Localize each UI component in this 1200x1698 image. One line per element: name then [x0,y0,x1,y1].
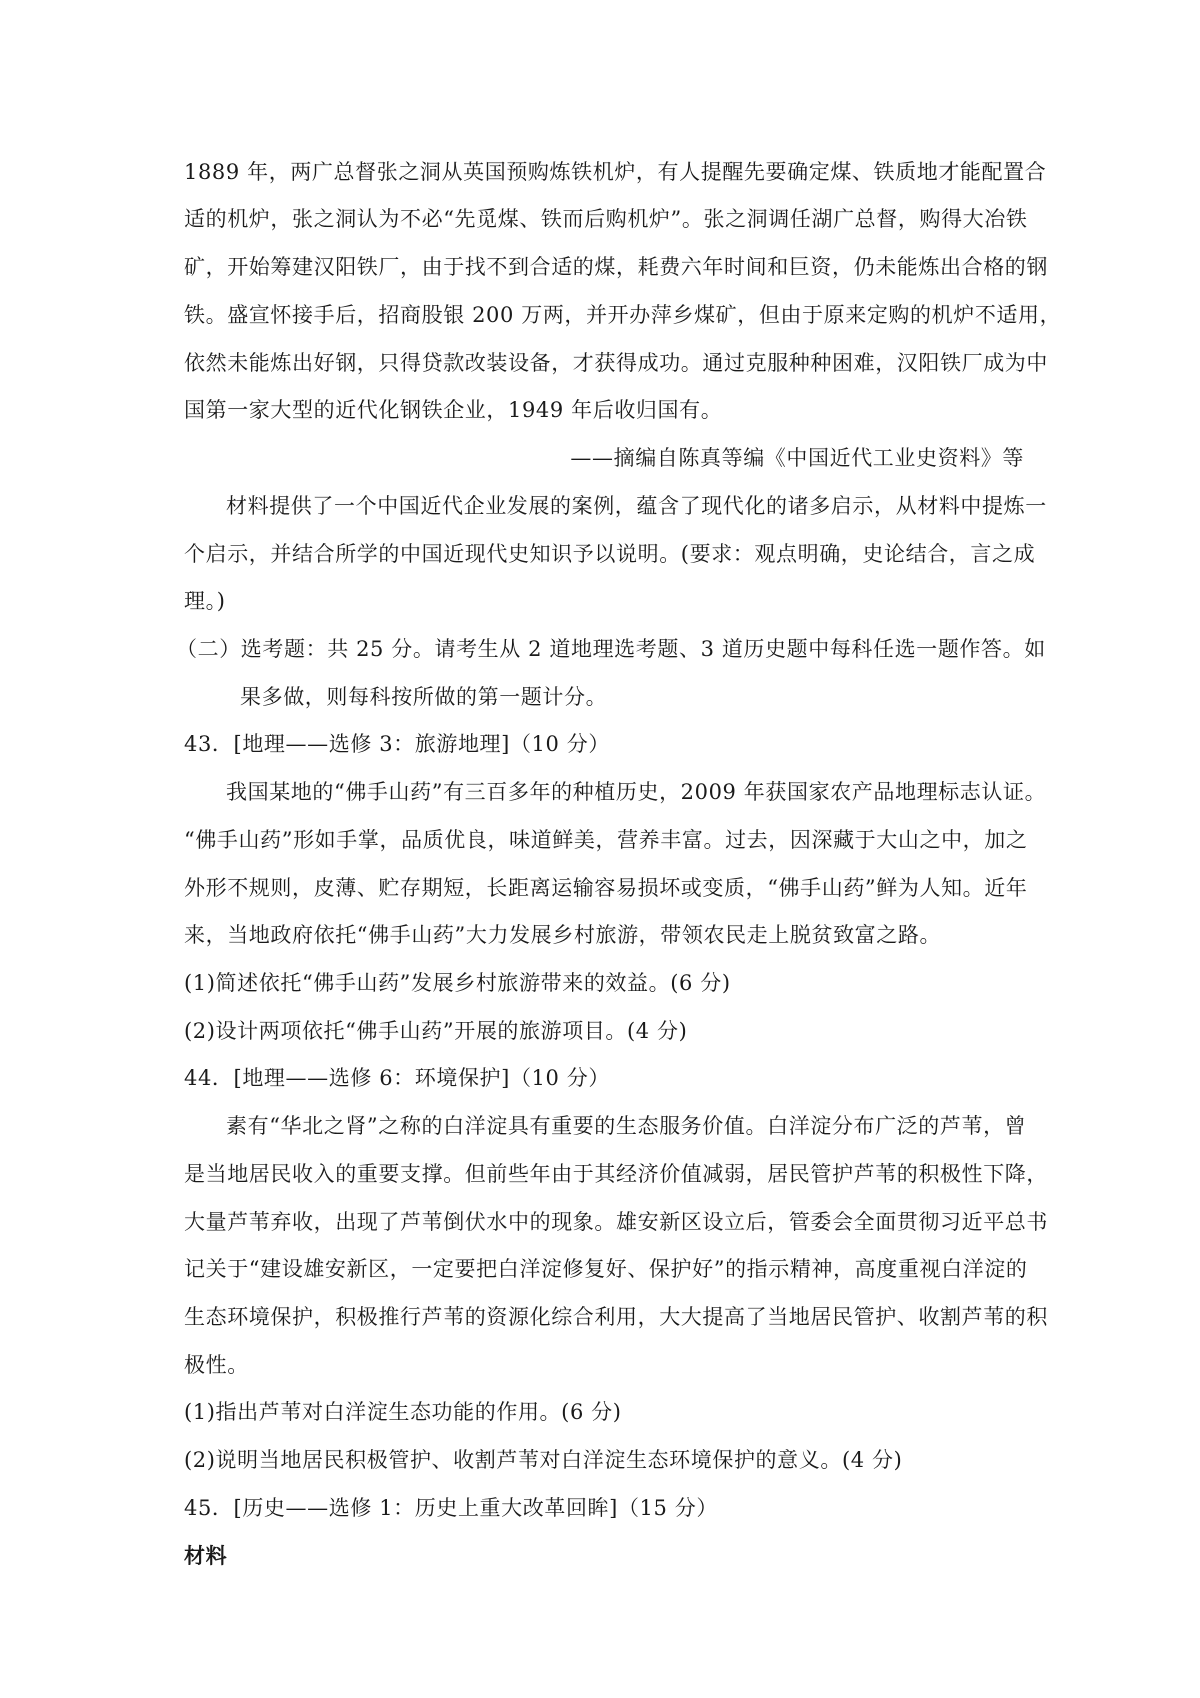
q43-title: 43．[地理——选修 3：旅游地理]（10 分） [184,732,610,756]
material-source: ——摘编自陈真等编《中国近代工业史资料》等 [570,446,1024,470]
q44-passage-line-3: 大量芦苇弃收，出现了芦苇倒伏水中的现象。雄安新区设立后，管委会全面贯彻习近平总书 [184,1210,1048,1234]
q45-material-label: 材料 [184,1543,228,1568]
q44-title: 44．[地理——选修 6：环境保护]（10 分） [184,1066,610,1090]
q44-passage-line-6: 极性。 [184,1353,249,1377]
q44-subquestion-1: (1)指出芦苇对白洋淀生态功能的作用。(6 分) [184,1400,622,1424]
q43-passage-line-4: 来，当地政府依托“佛手山药”大力发展乡村旅游，带领农民走上脱贫致富之路。 [184,923,942,947]
q44-passage-line-1: 素有“华北之肾”之称的白洋淀具有重要的生态服务价值。白洋淀分布广泛的芦苇，曾 [226,1114,1027,1138]
material-line-4: 铁。盛宣怀接手后，招商股银 200 万两，并开办萍乡煤矿，但由于原来定购的机炉不适用， [184,303,1062,327]
q43-subquestion-2: (2)设计两项依托“佛手山药”开展的旅游项目。(4 分) [184,1019,688,1043]
q45-title: 45．[历史——选修 1：历史上重大改革回眸]（15 分） [184,1496,718,1520]
material-line-1: 1889 年，两广总督张之洞从英国预购炼铁机炉，有人提醒先要确定煤、铁质地才能配置合 [184,160,1047,184]
material-line-5: 依然未能炼出好钢，只得贷款改装设备，才获得成功。通过克服种种困难，汉阳铁厂成为中 [184,351,1048,375]
q43-subquestion-1: (1)简述依托“佛手山药”发展乡村旅游带来的效益。(6 分) [184,971,731,995]
q43-passage-line-3: 外形不规则，皮薄、贮存期短，长距离运输容易损坏或变质，“佛手山药”鲜为人知。近年 [184,876,1028,900]
material-line-3: 矿，开始筹建汉阳铁厂，由于找不到合适的煤，耗费六年时间和巨资，仍未能炼出合格的钢 [184,255,1048,279]
material-line-6: 国第一家大型的近代化钢铁企业，1949 年后收归国有。 [184,398,723,422]
elective-section-line-2: 果多做，则每科按所做的第一题计分。 [240,685,608,709]
material-line-2: 适的机炉，张之洞认为不必“先觅煤、铁而后购机炉”。张之洞调任湖广总督，购得大冶铁 [184,207,1028,231]
q44-subquestion-2: (2)说明当地居民积极管护、收割芦苇对白洋淀生态环境保护的意义。(4 分) [184,1448,903,1472]
q42-prompt-line-2: 个启示，并结合所学的中国近现代史知识予以说明。(要求：观点明确，史论结合，言之成 [184,542,1036,566]
q44-passage-line-4: 记关于“建设雄安新区，一定要把白洋淀修复好、保护好”的指示精神，高度重视白洋淀的 [184,1257,1028,1281]
q42-prompt-line-1: 材料提供了一个中国近代企业发展的案例，蕴含了现代化的诸多启示，从材料中提炼一 [226,494,1047,518]
q44-passage-line-2: 是当地居民收入的重要支撑。但前些年由于其经济价值减弱，居民管护芦苇的积极性下降， [184,1162,1048,1186]
q42-prompt-line-3: 理。) [184,589,226,613]
elective-section-line-1: （二）选考题：共 25 分。请考生从 2 道地理选考题、3 道历史题中每科任选一题作答。如 [176,637,1046,661]
q44-passage-line-5: 生态环境保护，积极推行芦苇的资源化综合利用，大大提高了当地居民管护、收割芦苇的积 [184,1305,1048,1329]
q43-passage-line-2: “佛手山药”形如手掌，品质优良，味道鲜美，营养丰富。过去，因深藏于大山之中，加之 [184,828,1028,852]
q43-passage-line-1: 我国某地的“佛手山药”有三百多年的种植历史，2009 年获国家农产品地理标志认证。 [226,780,1047,804]
